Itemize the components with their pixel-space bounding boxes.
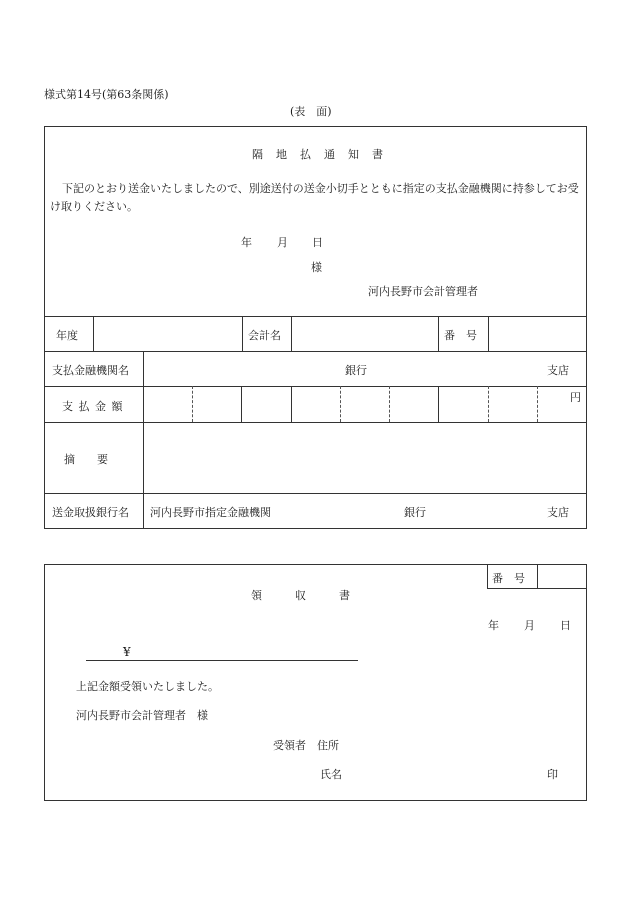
table-divider bbox=[438, 316, 439, 351]
number-cell-border bbox=[487, 564, 488, 588]
table-rule bbox=[44, 351, 587, 352]
table-rule bbox=[44, 422, 587, 423]
table-rule bbox=[44, 386, 587, 387]
digit-divider bbox=[537, 386, 538, 422]
addressee-sama: 様 bbox=[311, 261, 322, 274]
amount-underline bbox=[86, 660, 358, 661]
issuer: 河内長野市会計管理者 bbox=[368, 285, 478, 298]
payment-bank-label: 支払金融機関名 bbox=[52, 364, 129, 377]
fiscal-year-label: 年度 bbox=[56, 329, 78, 342]
table-divider bbox=[242, 316, 243, 351]
table-divider bbox=[488, 316, 489, 351]
bank-suffix: 銀行 bbox=[345, 364, 367, 377]
table-divider bbox=[93, 316, 94, 351]
remit-bank-label: 送金取扱銀行名 bbox=[52, 506, 129, 519]
date-month: 月 bbox=[277, 236, 288, 249]
label-column-divider bbox=[143, 351, 144, 529]
digit-divider bbox=[340, 386, 341, 422]
form-number: 様式第14号(第63条関係) bbox=[44, 88, 169, 101]
digit-divider bbox=[438, 386, 439, 422]
digit-divider bbox=[192, 386, 193, 422]
receipt-title: 領 収 書 bbox=[251, 589, 350, 602]
account-name-label: 会計名 bbox=[248, 329, 281, 342]
receipt-number-label: 番 号 bbox=[492, 572, 525, 585]
receipt-addressee: 河内長野市会計管理者 様 bbox=[76, 709, 208, 722]
receipt-date-year: 年 bbox=[488, 619, 499, 632]
table-divider bbox=[291, 316, 292, 351]
summary-label: 摘 要 bbox=[64, 453, 108, 466]
digit-divider bbox=[389, 386, 390, 422]
yen-unit: 円 bbox=[570, 391, 581, 404]
recipient-name-label: 氏名 bbox=[320, 768, 342, 781]
receipt-date-month: 月 bbox=[524, 619, 535, 632]
side-label: (表 面) bbox=[290, 105, 332, 118]
remit-branch-suffix: 支店 bbox=[547, 506, 569, 519]
digit-divider bbox=[488, 386, 489, 422]
digit-divider bbox=[241, 386, 242, 422]
receipt-date-day: 日 bbox=[560, 619, 571, 632]
number-cell-border bbox=[537, 564, 538, 588]
yen-mark: ¥ bbox=[123, 645, 131, 659]
notice-title: 隔 地 払 通 知 書 bbox=[252, 148, 384, 161]
table-top-rule bbox=[44, 316, 587, 317]
notice-body: 下記のとおり送金いたしましたので、別途送付の送金小切手とともに指定の支払金融機関に持参してお受け取りください。 bbox=[50, 182, 579, 213]
number-label: 番 号 bbox=[444, 329, 477, 342]
date-year: 年 bbox=[241, 236, 252, 249]
branch-suffix: 支店 bbox=[547, 364, 569, 377]
seal-mark: 印 bbox=[547, 768, 558, 781]
table-rule bbox=[44, 493, 587, 494]
payment-amount-label: 支 払 金 額 bbox=[62, 400, 124, 413]
number-cell-border bbox=[487, 588, 587, 589]
recipient-address-label: 受領者 住所 bbox=[273, 739, 339, 752]
date-day: 日 bbox=[312, 236, 323, 249]
remit-bank-suffix: 銀行 bbox=[404, 506, 426, 519]
remit-bank-value: 河内長野市指定金融機関 bbox=[150, 506, 271, 519]
digit-divider bbox=[291, 386, 292, 422]
received-statement: 上記金額受領いたしました。 bbox=[76, 680, 219, 693]
